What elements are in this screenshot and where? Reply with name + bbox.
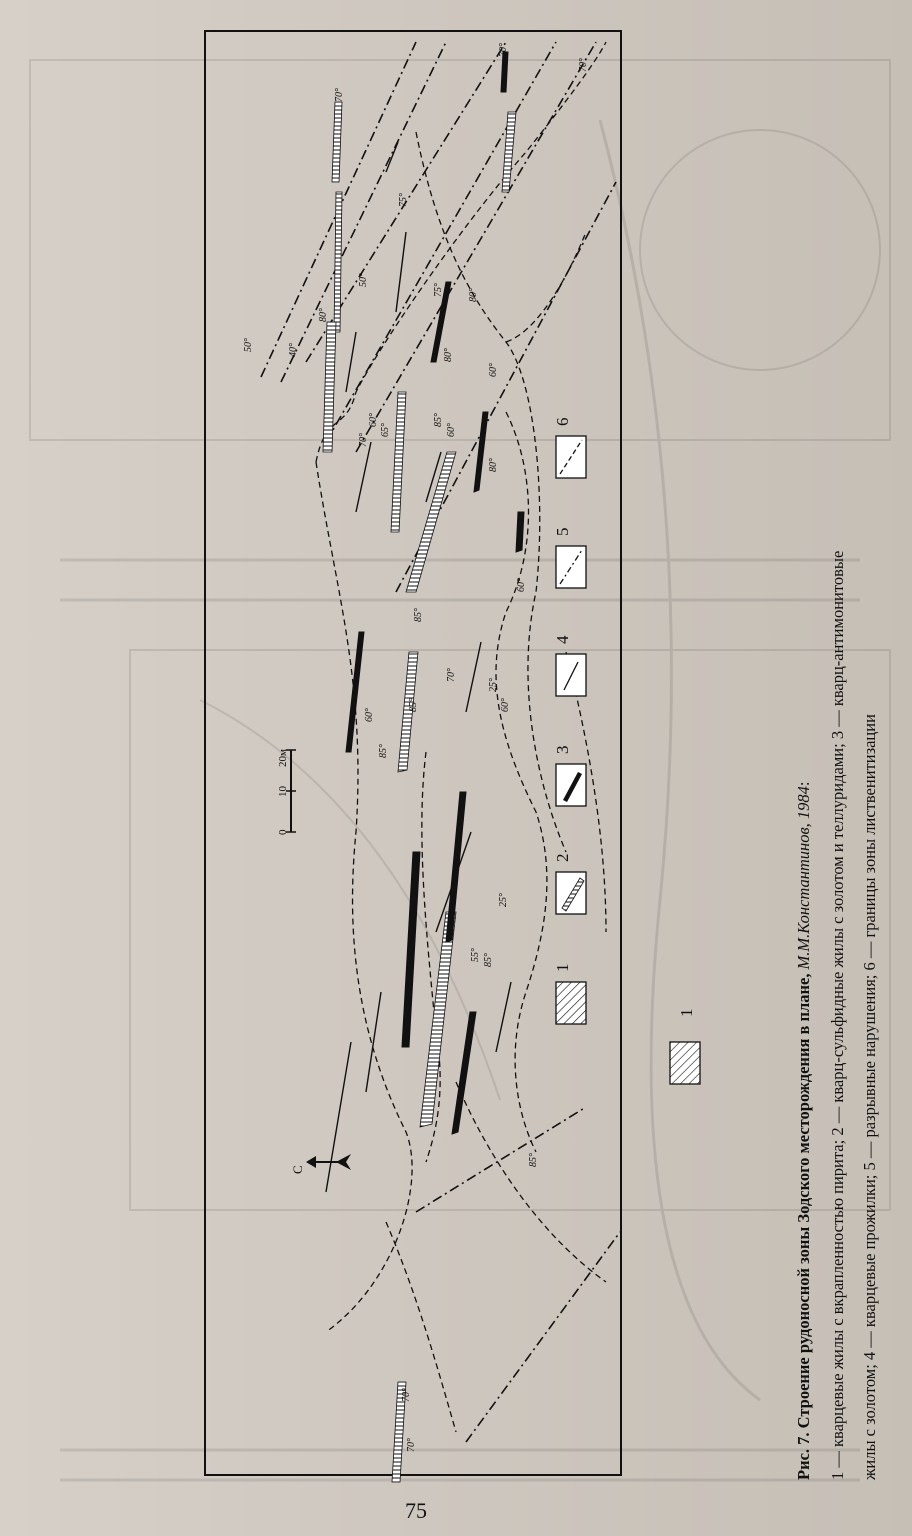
dip-label: 85°	[528, 1153, 539, 1167]
legend-num: 5	[553, 527, 572, 536]
vein-type-2	[391, 392, 406, 532]
dip-label: 25°	[488, 678, 499, 692]
vein-type-2	[420, 912, 456, 1127]
legend-num: 4	[553, 635, 572, 644]
geologic-map	[206, 32, 696, 1474]
fault-line	[326, 42, 556, 442]
dip-label: 65°	[380, 423, 391, 437]
dip-label: 70°	[446, 668, 457, 682]
diagonal-hatch-icon	[670, 1042, 700, 1084]
vein-type-3	[474, 412, 488, 492]
dip-label: 75°	[398, 193, 409, 207]
dip-label: 85°	[378, 744, 389, 758]
vein-type-3	[516, 512, 524, 552]
vein-type-2	[323, 322, 336, 452]
veinlet	[366, 992, 381, 1092]
veinlet	[326, 1042, 351, 1192]
caption-legend-line-2	[862, 714, 880, 1480]
diagonal-hatch-icon	[556, 982, 586, 1024]
figure-caption-title	[796, 781, 814, 1480]
vein-type-2	[406, 452, 456, 592]
veinlets	[326, 142, 511, 1192]
veinlet	[396, 232, 406, 312]
dip-label: 50°	[358, 273, 369, 287]
vein-type-3	[501, 52, 508, 92]
dip-label: 70°	[498, 43, 509, 57]
dip-label: 70°	[578, 58, 589, 72]
figure-frame	[204, 30, 696, 1476]
dip-label: 80°	[443, 348, 454, 362]
dip-label: 80°	[488, 458, 499, 472]
caption-title: Рис. 7. Строение рудоносной зоны Зодского месторождения в плане,	[794, 973, 813, 1480]
dip-label: 80°	[318, 308, 329, 322]
boundary-line	[316, 462, 412, 1332]
solid-veins	[346, 52, 524, 1134]
legend-num: 3	[553, 745, 572, 754]
boundary-line	[506, 232, 586, 342]
scale-bar	[277, 749, 296, 835]
legend-num: 1	[677, 1008, 696, 1017]
vein-type-3	[402, 852, 420, 1047]
dip-label: 60°	[500, 698, 511, 712]
dip-label: 70°	[401, 1388, 412, 1402]
dip-label: 60°	[368, 413, 379, 427]
veinlet	[346, 332, 356, 392]
veinlet	[356, 442, 371, 512]
dip-label: 75°	[433, 283, 444, 297]
vein-type-2	[332, 102, 342, 182]
dip-label: 60°	[446, 423, 457, 437]
dip-label: 60°	[364, 708, 375, 722]
dip-label: 25°	[498, 893, 509, 907]
scale-tick-label: 0	[277, 829, 289, 835]
scale-tick-label: 20м	[277, 749, 289, 767]
listvenite-boundaries	[316, 42, 606, 1432]
dip-labels	[243, 43, 589, 1452]
veinlet	[386, 142, 398, 172]
dip-label: 50°	[243, 338, 254, 352]
caption-legend-line-1	[830, 551, 848, 1480]
fault-line	[466, 1232, 620, 1442]
caption-legend-text: жилы с золотом; 4 — кварцевые прожилки; 5 — разрывные нарушения; 6 — границы зоны лиственитизации	[860, 714, 879, 1480]
scale-tick-label: 10	[277, 786, 289, 797]
dip-label: 55°	[470, 948, 481, 962]
veinlet	[496, 982, 511, 1052]
dip-label: 85°	[413, 608, 424, 622]
boundary-line	[316, 42, 606, 462]
vein-type-2	[502, 112, 516, 192]
fault-line	[356, 42, 596, 452]
fault-lines	[261, 42, 620, 1442]
hatched-veins	[323, 102, 516, 1482]
vein-type-2	[334, 192, 342, 332]
legend-num: 6	[553, 417, 572, 426]
boundary-line	[456, 1082, 606, 1282]
north-label: С	[290, 1165, 305, 1174]
solid-vein-icon	[556, 764, 586, 806]
dip-label: 85°	[433, 413, 444, 427]
dip-label: 85°	[483, 953, 494, 967]
dip-label: 85°	[408, 698, 419, 712]
veinlet	[466, 642, 481, 712]
legend-boxes	[553, 418, 586, 1025]
page-number: 75	[405, 1498, 427, 1523]
caption-author: М.М.Константинов, 1984	[794, 786, 813, 970]
legend-num: 1	[553, 963, 572, 972]
dip-label: 40°	[288, 343, 299, 357]
fault-line	[281, 42, 446, 382]
dip-label: 60°	[516, 578, 527, 592]
dip-label: 60°	[488, 363, 499, 377]
fault-line	[416, 1107, 586, 1212]
dip-label: 70°	[358, 433, 369, 447]
dash-dot-fault-icon	[556, 546, 586, 588]
vein-type-3	[452, 1012, 476, 1134]
vein-type-3	[446, 792, 466, 942]
legend-num: 2	[553, 853, 572, 862]
dip-label: 70°	[406, 1438, 417, 1452]
caption-legend-text: 1 — кварцевые жилы с вкрапленностью пирита; 2 — кварц-сульфидные жилы с золотом и теллуридами; 3 — кварц-антимонитовые	[828, 550, 847, 1480]
north-arrow-icon	[290, 1154, 351, 1174]
caption-author-tail: :	[794, 781, 813, 787]
dip-label: 80°	[468, 288, 479, 302]
dip-label: 70°	[334, 88, 345, 102]
